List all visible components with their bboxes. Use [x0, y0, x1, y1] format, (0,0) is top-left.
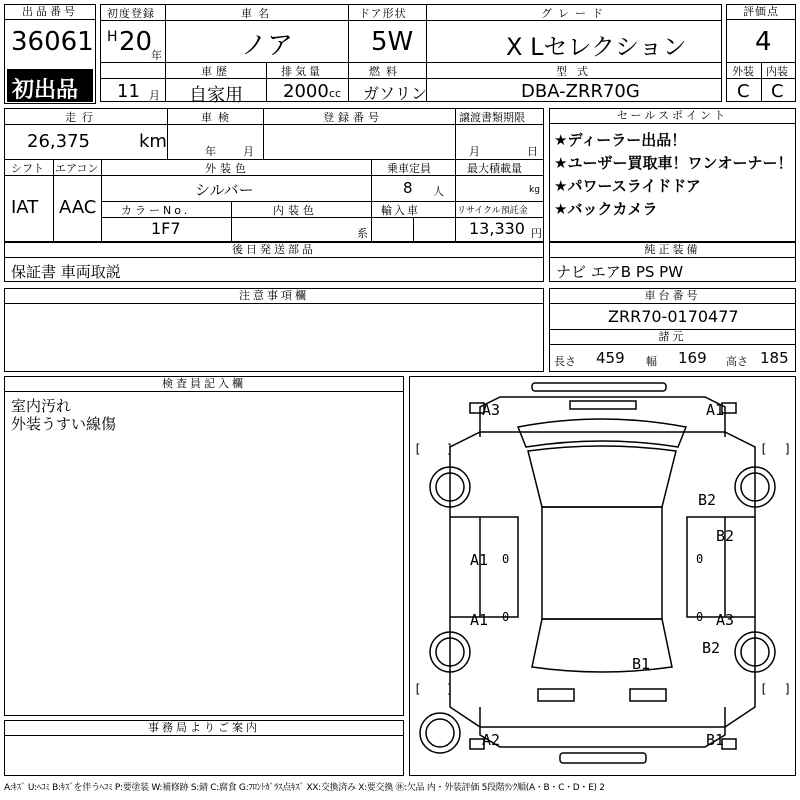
recycle-fee: 13,330	[469, 219, 525, 238]
damage-mark: B2	[702, 639, 721, 657]
spec-width: 169	[678, 349, 707, 367]
svg-text:0: 0	[502, 610, 510, 624]
ext-color-value: シルバー	[195, 181, 254, 199]
car-name: ノア	[241, 31, 294, 61]
spec-length: 459	[596, 349, 625, 367]
chassis-number: ZRR70-0170477	[608, 307, 739, 326]
door-type: 5W	[371, 27, 414, 57]
later-parts-box: 後日発送部品 保証書 車両取説	[4, 242, 544, 282]
sales-point: ★ユーザー買取車！ワンオーナー！	[554, 154, 793, 172]
notes-box: 注意事項欄	[4, 288, 544, 372]
damage-mark: A1	[470, 551, 489, 569]
vehicle-info-top: 初度登録 車名 ドア形状 グレード H 20 年 ノア 5W X Lセレクション 車歴 排気量 燃料 型式 11 月 自家用 2000 cc ガソリン DBA-ZRR70G	[100, 4, 722, 102]
fuel-value: ガソリン	[363, 84, 428, 103]
svg-text:0: 0	[696, 552, 704, 566]
svg-text:[: [	[760, 442, 768, 456]
int-grade: C	[771, 81, 784, 102]
first-listing-badge: 初出品	[7, 69, 93, 102]
reg-year: 20	[119, 27, 153, 57]
damage-mark: A1	[470, 611, 489, 629]
equipment-box: 純正装備 ナビ エアB PS PW	[549, 242, 796, 282]
model-code: DBA-ZRR70G	[521, 81, 640, 102]
damage-mark: A3	[716, 611, 735, 629]
inspector-box: 検査員記入欄 室内汚れ 外装うすい線傷	[4, 376, 404, 716]
history-value: 自家用	[189, 85, 243, 106]
sales-point: ★バックカメラ	[554, 200, 658, 218]
damage-diagram	[409, 376, 796, 776]
mileage-value: 26,375	[27, 131, 90, 152]
lot-number: 36061	[11, 27, 94, 57]
car-outline-diagram	[410, 377, 795, 775]
lot-number-header: 出品番号	[5, 5, 95, 20]
damage-legend: A:ｷｽﾞ U:ﾍｺﾐ B:ｷｽﾞを伴うﾍｺﾐ P:要塗装 W:補修跡 S:錆 C:腐食 G:ﾌﾛﾝﾄｶﾞﾗｽ点ｷｽﾞ XX:交換済み X:要交換 ㊡:欠品 内・外装評価 5段階ﾗﾝｸ順(A・B・C・D・E) 2	[4, 783, 605, 793]
chassis-box: 車台番号 ZRR70-0170477 諸元 長さ 459 幅 169 高さ 185	[549, 288, 796, 372]
door-header: ドア形状	[359, 7, 407, 20]
damage-mark: B1	[632, 655, 651, 673]
spec-height: 185	[760, 349, 789, 367]
equipment-value: ナビ エアB PS PW	[556, 263, 684, 281]
era: H	[107, 29, 118, 45]
svg-text:0: 0	[502, 552, 510, 566]
sales-point: ★パワースライドドア	[554, 177, 701, 195]
score-box: 評価点 4 外装 内装 C C	[726, 4, 796, 102]
grade: X Lセレクション	[506, 33, 687, 61]
office-box: 事務局よりご案内	[4, 720, 404, 776]
grade-header: グレード	[541, 7, 609, 20]
capacity-value: 8	[403, 179, 413, 197]
damage-mark: A2	[482, 731, 501, 749]
inspector-note: 室内汚れ	[11, 397, 72, 415]
lot-number-box	[4, 4, 96, 104]
color-number: 1F7	[151, 219, 181, 238]
svg-text:0: 0	[696, 610, 704, 624]
svg-text:]: ]	[784, 442, 792, 456]
ac-value: AAC	[59, 197, 97, 218]
shift-value: IAT	[11, 197, 39, 218]
reg-month: 11	[117, 81, 140, 102]
inspector-note: 外装うすい線傷	[11, 415, 117, 433]
car-name-header: 車名	[241, 7, 275, 20]
svg-text:]: ]	[446, 682, 454, 696]
ext-grade: C	[737, 81, 750, 102]
svg-text:[: [	[414, 682, 422, 696]
sales-points-box: セールスポイント ★ディーラー出品！ ★ユーザー買取車！ワンオーナー！ ★パワースライドドア ★バックカメラ	[549, 108, 796, 242]
first-reg-header: 初度登録	[107, 7, 155, 20]
svg-text:]: ]	[784, 682, 792, 696]
damage-mark: B2	[716, 527, 735, 545]
sales-point: ★ディーラー出品！	[554, 131, 687, 149]
damage-mark: B1	[706, 731, 725, 749]
svg-text:[: [	[414, 442, 422, 456]
overall-score: 4	[755, 27, 772, 57]
damage-mark: A1	[706, 401, 725, 419]
damage-mark: A3	[482, 401, 501, 419]
later-parts-value: 保証書 車両取説	[11, 263, 121, 281]
svg-text:]: ]	[446, 442, 454, 456]
damage-mark: B2	[698, 491, 717, 509]
displacement-value: 2000	[283, 81, 329, 102]
svg-text:[: [	[760, 682, 768, 696]
vehicle-info-mid: 走行 車検 登録番号 譲渡書類期限 26,375 km 年 月 月 日 シフト エアコン 外装色 乗車定員 最大積載量 IAT AAC シルバー 8 人 kg カラーNo. 内装色 輸入車 リサイクル預託金 1F7 系 13,330 円	[4, 108, 544, 242]
